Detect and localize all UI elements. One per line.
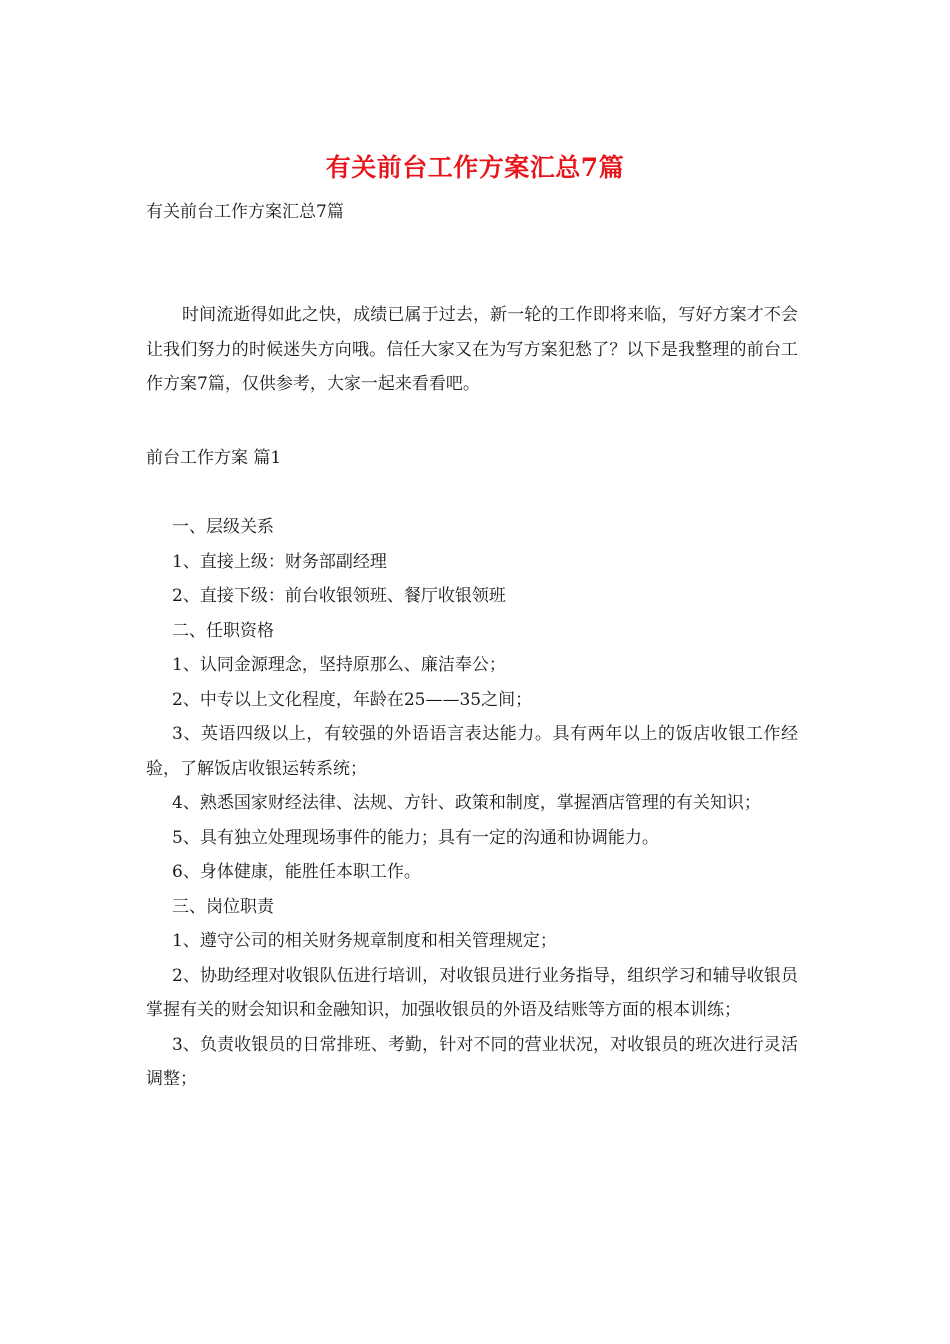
body-line: 3、负责收银员的日常排班、考勤，针对不同的营业状况，对收银员的班次进行灵活调整； [146,1034,798,1089]
body-line: 1、遵守公司的相关财务规章制度和相关管理规定； [172,931,557,951]
body-line: 二、任职资格 [172,620,274,641]
body-line: 1、直接上级：财务部副经理 [172,551,387,572]
section-heading: 前台工作方案 篇1 [146,448,282,468]
body-line: 5、具有独立处理现场事件的能力；具有一定的沟通和协调能力。 [172,827,659,848]
body-line: 2、中专以上文化程度，年龄在25——35之间； [172,689,533,710]
body-line: 6、身体健康，能胜任本职工作。 [172,862,421,882]
document-subtitle: 有关前台工作方案汇总7篇 [146,202,344,222]
body-line: 2、直接下级：前台收银领班、餐厅收银领班 [172,586,506,606]
document-title: 有关前台工作方案汇总7篇 [325,153,625,182]
body-line: 1、认同金源理念，坚持原那么、廉洁奉公； [172,655,506,675]
body-line: 4、熟悉国家财经法律、法规、方针、政策和制度，掌握酒店管理的有关知识； [172,793,761,813]
body-line: 三、岗位职责 [172,896,274,917]
body-line: 3、英语四级以上，有较强的外语语言表达能力。具有两年以上的饭店收银工作经验，了解饭店收银运转系统； [146,724,798,779]
body-line: 2、协助经理对收银队伍进行培训，对收银员进行业务指导，组织学习和辅导收银员掌握有关的财会知识和金融知识，加强收银员的外语及结账等方面的根本训练； [146,965,798,1020]
body-content [146,510,798,1097]
intro-paragraph: 时间流逝得如此之快，成绩已属于过去，新一轮的工作即将来临，写好方案才不会让我们努力的时候迷失方向哦。信任大家又在为写方案犯愁了？以下是我整理的前台工作方案7篇，仅供参考，大家一起来看看吧。 [146,305,798,394]
body-line: 一、层级关系 [172,517,274,537]
